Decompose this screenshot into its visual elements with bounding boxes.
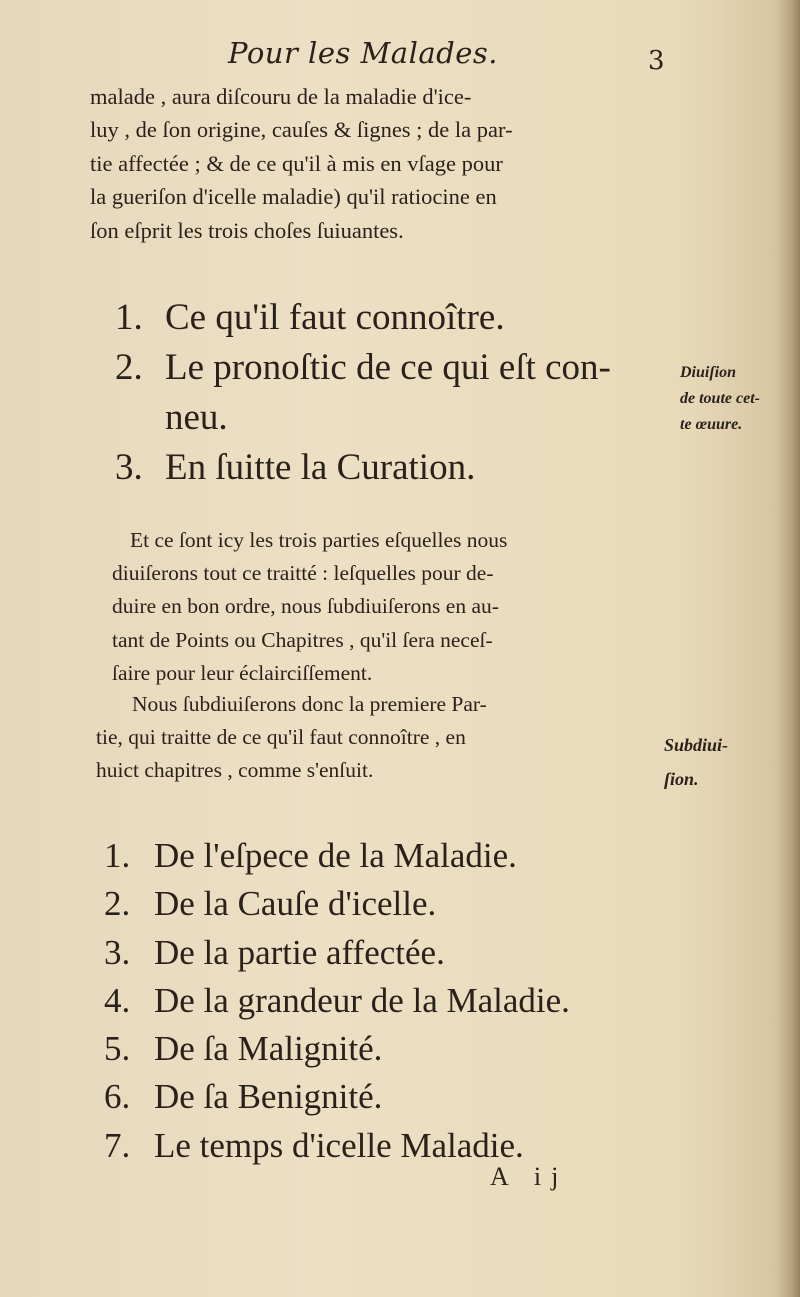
text-line: diuiſerons tout ce traitté : leſquelles pour de- (112, 561, 494, 586)
list-number: 3. (104, 932, 131, 972)
signature-mark: A ij (490, 1162, 569, 1191)
paragraph-parts (112, 524, 672, 690)
page-number: 3 (648, 46, 665, 76)
text-line: ſaire pour leur éclairciſſement. (112, 660, 373, 685)
list-number: 3. (115, 447, 143, 488)
list-text-continuation: neu. (165, 397, 228, 438)
margin-note-line: de toute cet- (680, 390, 760, 407)
running-title: Pour les Malades. (228, 36, 498, 70)
text-line: duire en bon ordre, nous ſubdiuiſerons en au- (112, 594, 499, 619)
list-number: 5. (104, 1029, 131, 1069)
list-number: 2. (104, 884, 131, 924)
text-line: tie affectée ; & de ce qu'il à mis en vſage pour (90, 150, 503, 176)
margin-note-line: Diuiſion (680, 364, 737, 381)
text-line: tie, qui traitte de ce qu'il faut connoître , en (96, 724, 466, 749)
list-text: De la Cauſe d'icelle. (154, 884, 437, 924)
list-number: 1. (104, 836, 131, 875)
text-line: Nous ſubdiuiſerons donc la premiere Par- (132, 692, 487, 716)
list-text: En ſuitte la Curation. (165, 447, 476, 488)
text-line: tant de Points ou Chapitres , qu'il ſera neceſ- (112, 627, 493, 652)
list-text: De l'eſpece de la Maladie. (154, 836, 517, 875)
margin-note-subdivision (664, 728, 728, 796)
text-line: huict chapitres , comme s'enſuit. (96, 757, 374, 782)
paragraph-intro (90, 80, 650, 247)
text-line: luy , de ſon origine, cauſes & ſignes ; de la par- (90, 117, 513, 143)
list-text: De ſa Benignité. (154, 1077, 383, 1117)
list-number: 2. (115, 347, 143, 388)
page-edge-shadow (778, 0, 800, 1297)
list-text: Le pronoſtic de ce qui eſt con- (165, 347, 611, 388)
text-line: ſon eſprit les trois choſes ſuiuantes. (90, 217, 404, 243)
list-number: 6. (104, 1077, 131, 1117)
list-number: 7. (104, 1125, 131, 1165)
text-line: malade , aura diſcouru de la maladie d'ice- (90, 84, 472, 109)
list-text: Ce qu'il faut connoître. (165, 297, 505, 338)
margin-note-line: ſion. (664, 769, 699, 789)
list-text: De ſa Malignité. (154, 1029, 383, 1069)
paragraph-subdivision (96, 688, 656, 786)
page-header (0, 36, 800, 76)
list-number: 4. (104, 980, 131, 1020)
text-line: Et ce ſont icy les trois parties eſquelles nous (130, 528, 508, 552)
list-text: De la grandeur de la Maladie. (154, 980, 570, 1020)
margin-note-division (680, 360, 760, 438)
list-number: 1. (115, 297, 143, 338)
text-line: la gueriſon d'icelle maladie) qu'il ratiocine en (90, 184, 497, 210)
list-text: Le temps d'icelle Maladie. (154, 1125, 524, 1165)
list-text: De la partie affectée. (154, 932, 445, 972)
margin-note-line: te œuure. (680, 416, 743, 433)
margin-note-line: Subdiui- (664, 735, 729, 755)
